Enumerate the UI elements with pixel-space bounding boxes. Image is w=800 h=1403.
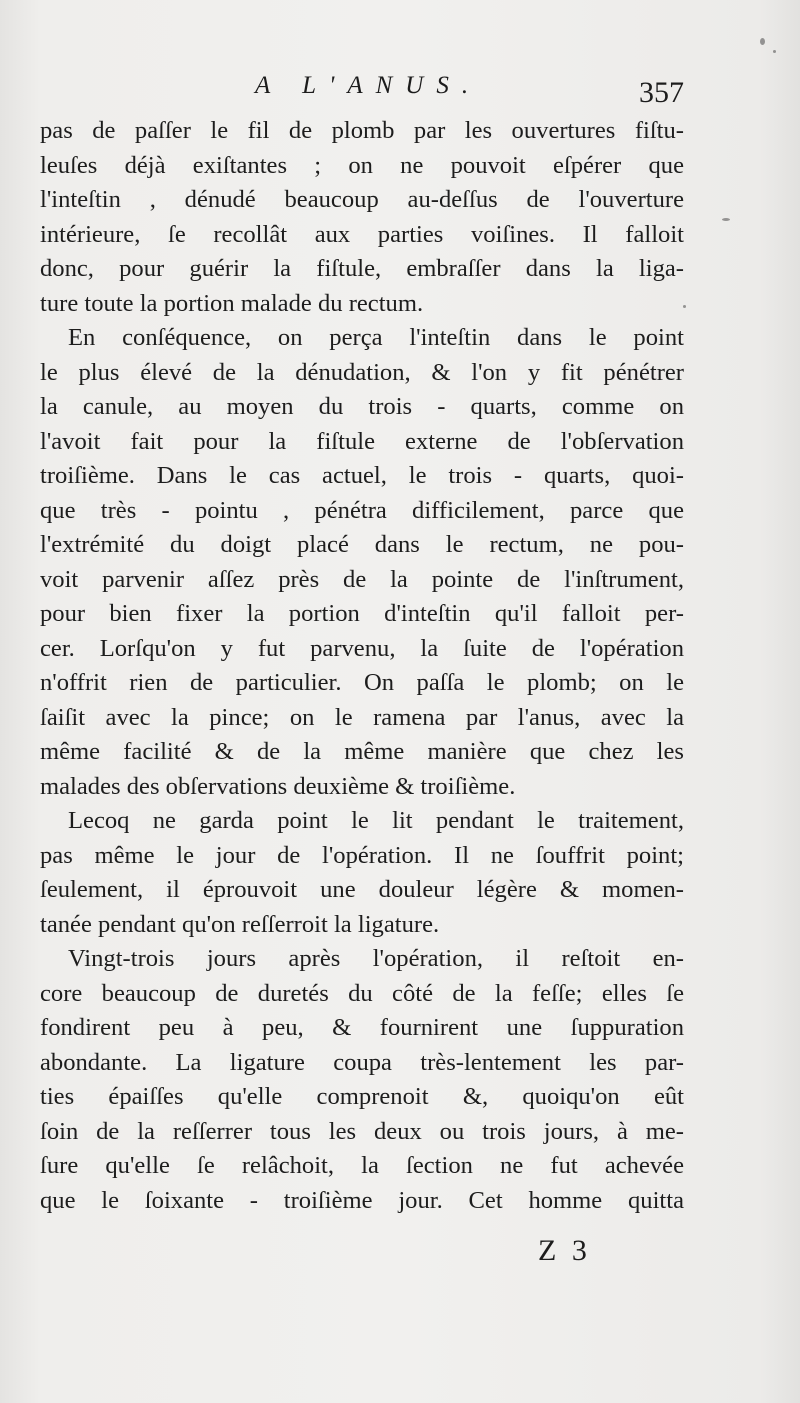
text-line: malades des obſervations deuxième & troiſième.: [40, 772, 516, 800]
text-line: ſaiſit avec la pince; on le ramena par l'anus, avec la: [40, 703, 684, 731]
text-line: ture toute la portion malade du rectum.: [40, 289, 424, 317]
text-line: ſure qu'elle ſe relâchoit, la ſection ne fut achevée: [40, 1152, 684, 1179]
text-line: fondirent peu à peu, & fournirent une ſuppuration: [40, 1014, 684, 1041]
text-line: cer. Lorſqu'on y fut parvenu, la ſuite de l'opération: [40, 634, 684, 662]
running-head: [40, 72, 684, 112]
text-line: la canule, au moyen du trois - quarts, comme on: [40, 393, 684, 420]
text-line: que très - pointu , pénétra difficilement, parce que: [40, 496, 684, 524]
text-line: pour bien fixer la portion d'inteſtin qu'il falloit per-: [40, 600, 684, 627]
paper-speck: [683, 305, 686, 308]
text-line: intérieure, ſe recollât aux parties voiſines. Il falloit: [40, 220, 684, 248]
page-number: 357: [639, 76, 684, 109]
text-line: pas de paſſer le fil de plomb par les ouvertures fiſtu-: [40, 117, 684, 144]
paper-speck: [773, 50, 776, 53]
text-line: donc, pour guérir la fiſtule, embraſſer dans la liga-: [40, 255, 684, 282]
text-line: core beaucoup de duretés du côté de la feſſe; elles ſe: [40, 979, 684, 1007]
text-line: ties épaiſſes qu'elle comprenoit &, quoiqu'on eût: [40, 1083, 684, 1110]
text-line: troiſième. Dans le cas actuel, le trois - quarts, quoi-: [40, 462, 684, 489]
text-line: le plus élevé de la dénudation, & l'on y fit pénétrer: [40, 358, 684, 386]
text-line: Lecoq ne garda point le lit pendant le traitement,: [68, 807, 684, 834]
text-line: l'inteſtin , dénudé beaucoup au-deſſus de l'ouverture: [40, 186, 684, 213]
text-line: voit parvenir aſſez près de la pointe de l'inſtrument,: [40, 565, 684, 593]
paper-speck: [760, 38, 765, 45]
body-text: [40, 114, 684, 1218]
text-line: ſeulement, il éprouvoit une douleur légère & momen-: [40, 876, 684, 903]
text-line: pas même le jour de l'opération. Il ne ſouffrit point;: [40, 841, 684, 869]
text-line: n'offrit rien de particulier. On paſſa le plomb; on le: [40, 669, 684, 696]
text-line: ſoin de la reſſerrer tous les deux ou trois jours, à me-: [40, 1117, 684, 1145]
signature-mark: Z 3: [538, 1234, 591, 1267]
text-line: que le ſoixante - troiſième jour. Cet homme quitta: [40, 1186, 684, 1214]
text-line: Vingt-trois jours après l'opération, il reſtoit en-: [68, 945, 684, 972]
text-line: abondante. La ligature coupa très-lentement les par-: [40, 1048, 684, 1076]
text-line: l'avoit fait pour la fiſtule externe de l'obſervation: [40, 427, 684, 455]
text-line: leuſes déjà exiſtantes ; on ne pouvoit eſpérer que: [40, 151, 684, 179]
paper-speck: [722, 218, 730, 221]
text-line: tanée pendant qu'on reſſerroit la ligature.: [40, 910, 440, 938]
running-title: A L'ANUS.: [255, 72, 482, 99]
text-line: même facilité & de la même manière que chez les: [40, 738, 684, 765]
text-line: l'extrémité du doigt placé dans le rectum, ne pou-: [40, 531, 684, 558]
text-line: En conſéquence, on perça l'inteſtin dans le point: [68, 324, 684, 351]
